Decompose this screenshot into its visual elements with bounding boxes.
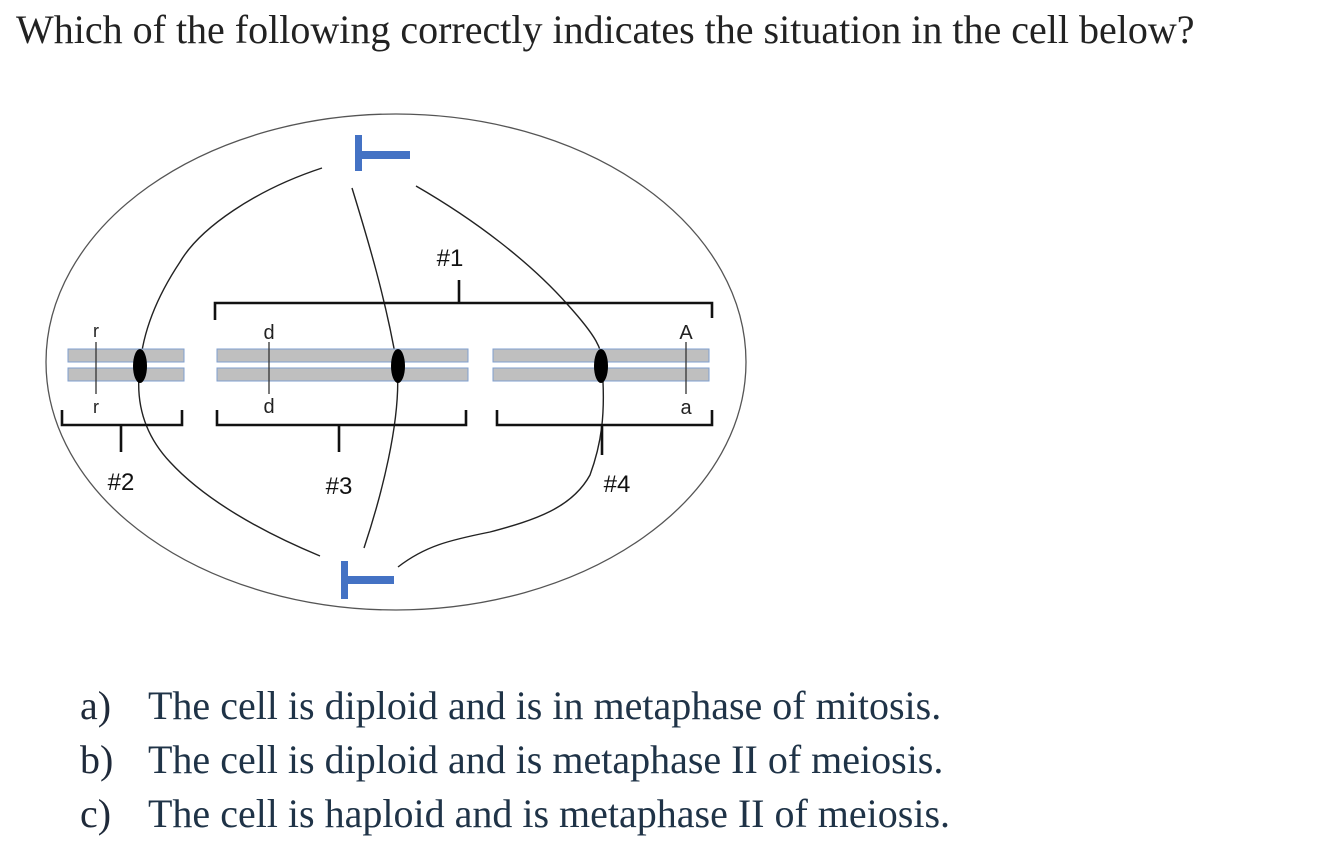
allele-label: r <box>93 397 99 417</box>
choice-c[interactable] <box>80 791 950 845</box>
choice-text: The cell is diploid and is in metaphase of mitosis. <box>148 683 942 728</box>
group-label-3: #3 <box>325 473 353 500</box>
bracket-group2 <box>62 410 182 452</box>
allele-label: d <box>263 322 275 344</box>
question-text: Which of the following correctly indicates the situation in the cell below? <box>16 7 1195 52</box>
bracket-group3 <box>217 410 466 452</box>
centromere <box>133 349 147 383</box>
group-label-1: #1 <box>436 245 464 272</box>
centrosome-top <box>355 135 410 171</box>
answer-choices <box>80 683 950 845</box>
choice-letter: b) <box>80 737 114 782</box>
allele-label: A <box>679 322 693 344</box>
allele-label: a <box>680 397 692 419</box>
chromosome-a <box>493 349 709 383</box>
bracket-group1 <box>215 280 712 320</box>
choice-letter: a) <box>80 683 112 728</box>
allele-label: r <box>93 321 99 341</box>
choice-text: The cell is haploid and is metaphase II of meiosis. <box>148 791 951 836</box>
centromere <box>594 349 608 383</box>
chromosome-d <box>217 349 468 383</box>
chromosome-r <box>68 349 184 383</box>
allele-label: d <box>263 396 275 418</box>
choice-b[interactable] <box>80 737 950 791</box>
group-label-2: #2 <box>107 469 135 496</box>
centromere <box>391 349 405 383</box>
centrosome-bottom <box>341 561 394 599</box>
group-label-4: #4 <box>603 471 631 498</box>
choice-letter: c) <box>80 791 112 836</box>
choice-text: The cell is diploid and is metaphase II of meiosis. <box>148 737 944 782</box>
choice-a[interactable] <box>80 683 950 737</box>
